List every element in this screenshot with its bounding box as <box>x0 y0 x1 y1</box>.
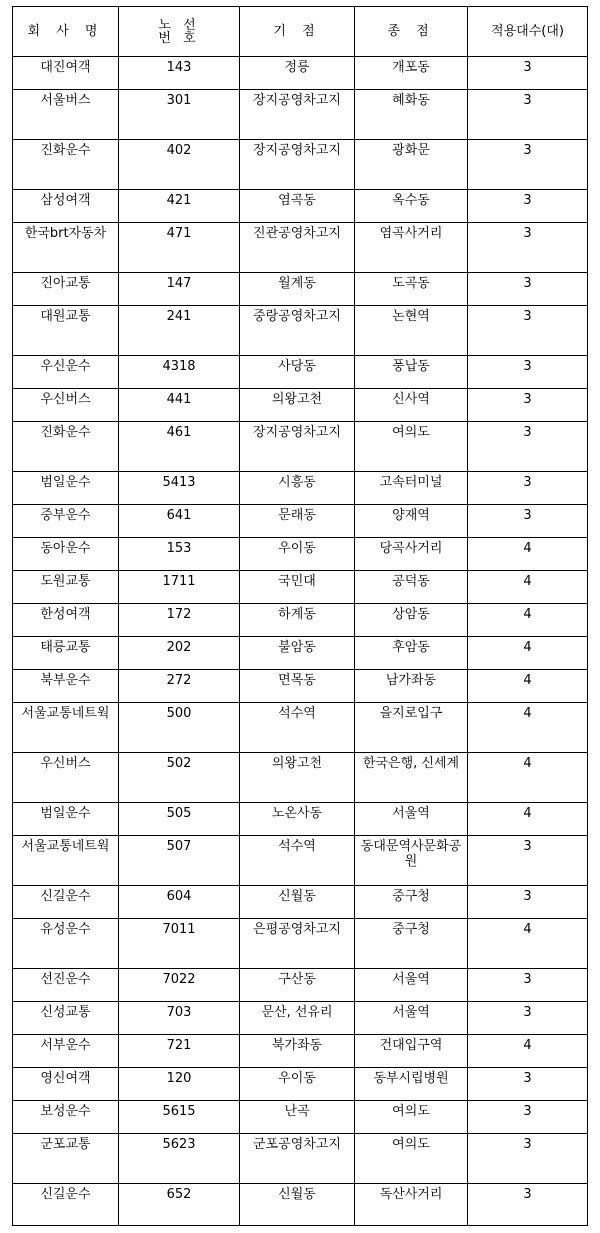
cell-count: 3 <box>468 505 588 538</box>
table-row <box>13 389 588 422</box>
header-company: 회 사 명 <box>13 7 119 57</box>
cell-company: 동아운수 <box>13 538 119 571</box>
cell-count: 4 <box>468 604 588 637</box>
cell-route: 301 <box>119 90 240 140</box>
cell-end: 여의도 <box>355 1134 468 1184</box>
cell-route: 7011 <box>119 919 240 969</box>
cell-company: 유성운수 <box>13 919 119 969</box>
cell-route: 120 <box>119 1068 240 1101</box>
cell-company: 선진운수 <box>13 969 119 1002</box>
cell-route: 241 <box>119 306 240 356</box>
cell-end: 신사역 <box>355 389 468 422</box>
cell-count: 3 <box>468 356 588 389</box>
cell-start: 불암동 <box>240 637 355 670</box>
cell-route: 147 <box>119 273 240 306</box>
cell-company: 우신버스 <box>13 753 119 803</box>
cell-route: 505 <box>119 803 240 836</box>
cell-company: 서울교통네트웍 <box>13 703 119 753</box>
table-row <box>13 1035 588 1068</box>
table-row <box>13 803 588 836</box>
table-row <box>13 356 588 389</box>
cell-company: 군포교통 <box>13 1134 119 1184</box>
cell-count: 3 <box>468 190 588 223</box>
table-row <box>13 1068 588 1101</box>
cell-count: 4 <box>468 1035 588 1068</box>
cell-count: 4 <box>468 538 588 571</box>
cell-start: 장지공영차고지 <box>240 140 355 190</box>
cell-route: 202 <box>119 637 240 670</box>
table-row <box>13 505 588 538</box>
table-row <box>13 273 588 306</box>
header-start: 기 점 <box>240 7 355 57</box>
table-row <box>13 670 588 703</box>
cell-end: 당곡사거리 <box>355 538 468 571</box>
cell-count: 3 <box>468 90 588 140</box>
table-row <box>13 472 588 505</box>
cell-start: 문산, 선유리 <box>240 1002 355 1035</box>
cell-route: 7022 <box>119 969 240 1002</box>
cell-start: 국민대 <box>240 571 355 604</box>
header-end: 종 점 <box>355 7 468 57</box>
cell-count: 4 <box>468 753 588 803</box>
bus-route-table <box>12 6 588 1226</box>
cell-end: 논현역 <box>355 306 468 356</box>
table-row <box>13 637 588 670</box>
cell-count: 3 <box>468 306 588 356</box>
cell-end: 풍납동 <box>355 356 468 389</box>
table-row <box>13 1101 588 1134</box>
cell-count: 3 <box>468 1184 588 1226</box>
cell-company: 범일운수 <box>13 803 119 836</box>
cell-count: 4 <box>468 803 588 836</box>
cell-end: 염곡사거리 <box>355 223 468 273</box>
cell-start: 난곡 <box>240 1101 355 1134</box>
cell-company: 신길운수 <box>13 1184 119 1226</box>
cell-start: 우이동 <box>240 1068 355 1101</box>
table-row <box>13 969 588 1002</box>
cell-route: 721 <box>119 1035 240 1068</box>
cell-company: 한국brt자동차 <box>13 223 119 273</box>
cell-end: 독산사거리 <box>355 1184 468 1226</box>
cell-count: 4 <box>468 571 588 604</box>
cell-start: 신월동 <box>240 886 355 919</box>
cell-route: 272 <box>119 670 240 703</box>
cell-end: 동대문역사문화공원 <box>355 836 468 886</box>
table-row <box>13 836 588 886</box>
table-row <box>13 57 588 90</box>
cell-end: 한국은행, 신세계 <box>355 753 468 803</box>
cell-start: 시흥동 <box>240 472 355 505</box>
cell-start: 진관공영차고지 <box>240 223 355 273</box>
cell-end: 도곡동 <box>355 273 468 306</box>
header-route-line1: 노 선 <box>158 17 200 33</box>
cell-count: 4 <box>468 703 588 753</box>
cell-end: 중구청 <box>355 919 468 969</box>
cell-start: 하계동 <box>240 604 355 637</box>
cell-end: 을지로입구 <box>355 703 468 753</box>
cell-start: 문래동 <box>240 505 355 538</box>
cell-route: 507 <box>119 836 240 886</box>
cell-start: 월계동 <box>240 273 355 306</box>
cell-end: 동부시립병원 <box>355 1068 468 1101</box>
cell-company: 서울교통네트웍 <box>13 836 119 886</box>
table-row <box>13 1184 588 1226</box>
cell-company: 영신여객 <box>13 1068 119 1101</box>
cell-company: 신길운수 <box>13 886 119 919</box>
cell-count: 3 <box>468 389 588 422</box>
cell-start: 사당동 <box>240 356 355 389</box>
cell-route: 5615 <box>119 1101 240 1134</box>
cell-start: 의왕고천 <box>240 389 355 422</box>
table-row <box>13 190 588 223</box>
table-row <box>13 538 588 571</box>
cell-start: 장지공영차고지 <box>240 422 355 472</box>
cell-company: 대원교통 <box>13 306 119 356</box>
cell-company: 서울버스 <box>13 90 119 140</box>
cell-route: 5623 <box>119 1134 240 1184</box>
cell-company: 보성운수 <box>13 1101 119 1134</box>
cell-start: 은평공영차고지 <box>240 919 355 969</box>
cell-end: 건대입구역 <box>355 1035 468 1068</box>
cell-count: 3 <box>468 1068 588 1101</box>
cell-count: 3 <box>468 422 588 472</box>
cell-end: 후암동 <box>355 637 468 670</box>
cell-count: 4 <box>468 670 588 703</box>
cell-start: 군포공영차고지 <box>240 1134 355 1184</box>
table-header-row <box>13 7 588 57</box>
cell-start: 구산동 <box>240 969 355 1002</box>
cell-end: 서울역 <box>355 803 468 836</box>
cell-company: 진화운수 <box>13 140 119 190</box>
cell-end: 공덕동 <box>355 571 468 604</box>
cell-route: 502 <box>119 753 240 803</box>
cell-count: 3 <box>468 836 588 886</box>
cell-route: 652 <box>119 1184 240 1226</box>
table-row <box>13 703 588 753</box>
cell-count: 3 <box>468 140 588 190</box>
cell-start: 석수역 <box>240 703 355 753</box>
cell-end: 서울역 <box>355 969 468 1002</box>
cell-end: 혜화동 <box>355 90 468 140</box>
cell-count: 3 <box>468 886 588 919</box>
cell-company: 우신버스 <box>13 389 119 422</box>
cell-company: 범일운수 <box>13 472 119 505</box>
cell-route: 153 <box>119 538 240 571</box>
table-row <box>13 919 588 969</box>
table-row <box>13 306 588 356</box>
cell-route: 4318 <box>119 356 240 389</box>
cell-count: 3 <box>468 273 588 306</box>
cell-route: 703 <box>119 1002 240 1035</box>
cell-start: 북가좌동 <box>240 1035 355 1068</box>
cell-start: 장지공영차고지 <box>240 90 355 140</box>
table-row <box>13 1002 588 1035</box>
cell-end: 남가좌동 <box>355 670 468 703</box>
cell-end: 옥수동 <box>355 190 468 223</box>
cell-company: 진화운수 <box>13 422 119 472</box>
cell-end: 광화문 <box>355 140 468 190</box>
cell-route: 5413 <box>119 472 240 505</box>
table-row <box>13 422 588 472</box>
cell-start: 중랑공영차고지 <box>240 306 355 356</box>
cell-start: 의왕고천 <box>240 753 355 803</box>
cell-company: 우신운수 <box>13 356 119 389</box>
cell-count: 3 <box>468 1002 588 1035</box>
cell-start: 신월동 <box>240 1184 355 1226</box>
header-count: 적용대수(대) <box>468 7 588 57</box>
cell-start: 석수역 <box>240 836 355 886</box>
header-route-number <box>119 7 240 57</box>
cell-route: 402 <box>119 140 240 190</box>
cell-start: 면목동 <box>240 670 355 703</box>
header-route-line2: 번 호 <box>158 30 200 46</box>
cell-end: 여의도 <box>355 422 468 472</box>
cell-route: 1711 <box>119 571 240 604</box>
cell-company: 북부운수 <box>13 670 119 703</box>
cell-route: 461 <box>119 422 240 472</box>
cell-end: 서울역 <box>355 1002 468 1035</box>
cell-route: 604 <box>119 886 240 919</box>
table-body <box>13 57 588 1226</box>
cell-route: 421 <box>119 190 240 223</box>
cell-company: 삼성여객 <box>13 190 119 223</box>
cell-end: 고속터미널 <box>355 472 468 505</box>
cell-end: 상암동 <box>355 604 468 637</box>
cell-route: 172 <box>119 604 240 637</box>
cell-company: 대진여객 <box>13 57 119 90</box>
route-table-wrapper <box>12 6 587 1226</box>
cell-end: 여의도 <box>355 1101 468 1134</box>
cell-route: 641 <box>119 505 240 538</box>
table-row <box>13 90 588 140</box>
table-row <box>13 753 588 803</box>
cell-count: 4 <box>468 919 588 969</box>
cell-route: 441 <box>119 389 240 422</box>
cell-count: 3 <box>468 223 588 273</box>
table-row <box>13 223 588 273</box>
table-row <box>13 886 588 919</box>
cell-end: 개포동 <box>355 57 468 90</box>
cell-route: 143 <box>119 57 240 90</box>
cell-start: 염곡동 <box>240 190 355 223</box>
cell-end: 중구청 <box>355 886 468 919</box>
cell-route: 500 <box>119 703 240 753</box>
table-row <box>13 140 588 190</box>
cell-company: 진아교통 <box>13 273 119 306</box>
cell-route: 471 <box>119 223 240 273</box>
table-row <box>13 571 588 604</box>
cell-company: 태릉교통 <box>13 637 119 670</box>
cell-end: 양재역 <box>355 505 468 538</box>
cell-company: 신성교통 <box>13 1002 119 1035</box>
cell-company: 한성여객 <box>13 604 119 637</box>
cell-start: 노온사동 <box>240 803 355 836</box>
cell-company: 중부운수 <box>13 505 119 538</box>
cell-count: 3 <box>468 1134 588 1184</box>
cell-start: 우이동 <box>240 538 355 571</box>
table-row <box>13 604 588 637</box>
cell-start: 정릉 <box>240 57 355 90</box>
cell-count: 3 <box>468 57 588 90</box>
cell-count: 3 <box>468 472 588 505</box>
table-row <box>13 1134 588 1184</box>
cell-company: 도원교통 <box>13 571 119 604</box>
cell-company: 서부운수 <box>13 1035 119 1068</box>
cell-count: 3 <box>468 969 588 1002</box>
cell-count: 4 <box>468 637 588 670</box>
cell-count: 3 <box>468 1101 588 1134</box>
